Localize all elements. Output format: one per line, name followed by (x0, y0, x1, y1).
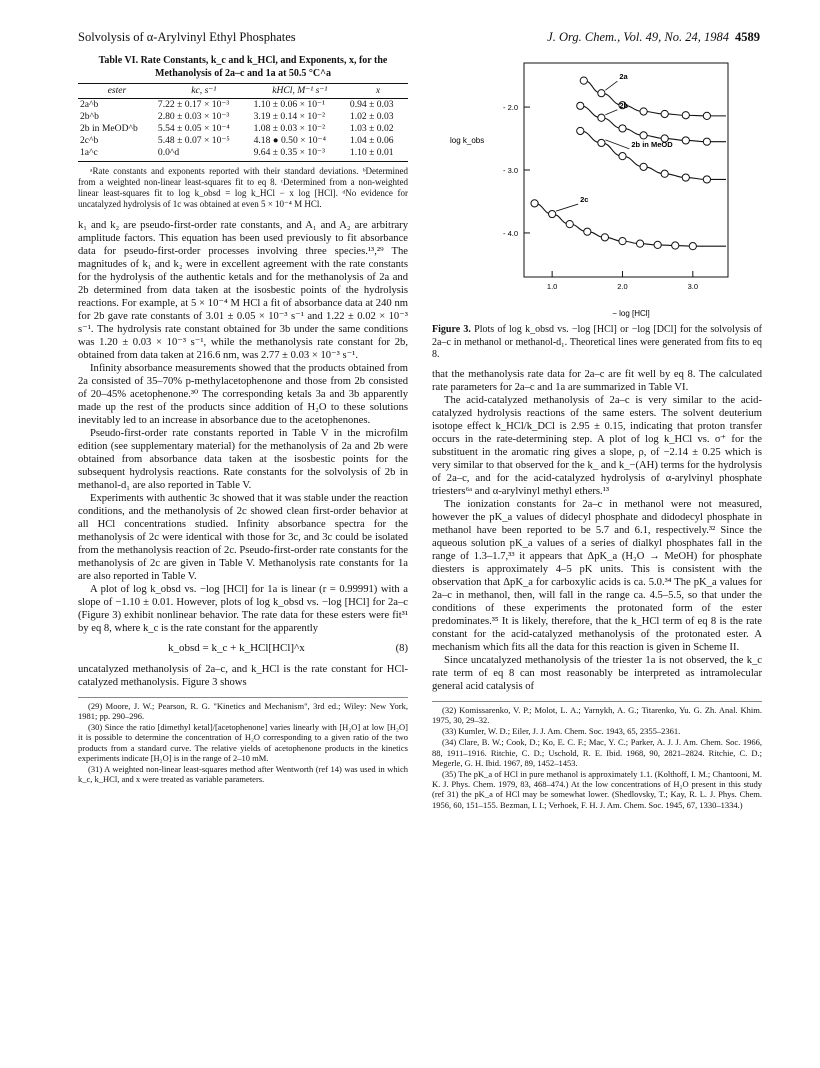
body-paragraph: Pseudo-first-order rate constants reported in Table V in the microfilm edition (see supplementary material) for the methanolysis of 2a and 2b were obtained from absorbance data taken at the isosbestic points for the subsequent hydrolysis reactions. Rate constants for the solvolysis of 2b in methanol-d₁ are also reported in Table V. (78, 427, 408, 492)
data-point (661, 110, 668, 117)
series-label: 2a (619, 72, 628, 82)
figure-caption (432, 324, 762, 362)
table-col-header: kHCl, M⁻¹ s⁻¹ (252, 84, 348, 99)
data-point (601, 234, 608, 241)
table-col-header: x (348, 84, 408, 99)
data-point (703, 112, 710, 119)
data-point (672, 242, 679, 249)
table-col-header: kc, s⁻¹ (156, 84, 252, 99)
table-title: Table VI. Rate Constants, k_c and k_HCl, and Exponents, x, for the Methanolysis of 2a–c and 1a at 50.5 °C^a (98, 55, 388, 79)
x-axis-label: − log [HCl] (612, 309, 650, 318)
body-paragraph: k₁ and k₂ are pseudo-first-order rate constants, and A₁ and A₂ are arbitrary amplitude factors. This equation has been used previously to fit absorbance data for pseudo-first-order processes involving three species.¹³,²⁹ The magnitudes of k₁ and k₂ were in excellent agreement with the rate constants for the hydrolysis of the authentic ketals and for the methanolysis of 2a and 2b determined from data taken at the isosbestic points of the hydrolysis reactions. For example, at 5 × 10⁻⁴ M HCl a fit of absorbance data at 240 nm for 2b gave rate constants of 3.01 ± 0.05 × 10⁻³ s⁻¹ and 1.22 ± 0.02 × 10⁻³ s⁻¹. The hydrolysis rate constant obtained for 3b under the same conditions was 1.20 ± 0.03 × 10⁻³ s⁻¹, while the methanolysis rate constant for 2b, obtained from data taken at 216.6 nm, was 2.77 ± 0.03 × 10⁻³ s⁻¹. (78, 219, 408, 361)
left-column (78, 55, 408, 785)
data-point (549, 210, 556, 217)
table-col-header: ester (78, 84, 156, 99)
data-point (640, 163, 647, 170)
label-arrow (605, 110, 617, 115)
body-paragraph: A plot of log k_obsd vs. −log [HCl] for 1a is linear (r = 0.99991) with a slope of −1.10 ± 0.01. However, plots of log k_obsd vs. −log [HCl] for 2a–c (Figure 3) exhibit nonlinear behavior. The rate data for these esters were fit³¹ by eq 8, where k_c is the rate constant for the apparently (78, 584, 408, 635)
table-row (78, 98, 408, 110)
table-cell-ester: 1a^c (78, 147, 156, 161)
fit-curve (580, 106, 726, 142)
data-point (580, 77, 587, 84)
table-cell-kc: 2.80 ± 0.03 × 10⁻³ (157, 110, 230, 122)
table-cell-ester: 2c^b (80, 134, 99, 146)
equation-text: k_obsd = k_c + k_HCl[HCl]^x (168, 642, 305, 655)
table-cell-ester: 2a^b (80, 98, 99, 110)
footnote: (33) Kumler, W. D.; Eiler, J. J. Am. Chem. Soc. 1943, 65, 2355–2361. (442, 726, 681, 737)
right-column (432, 55, 762, 811)
running-header (78, 30, 760, 48)
table-cell-x: 1.04 ± 0.06 (349, 134, 394, 146)
equation-8 (78, 635, 408, 663)
table-cell-kc: 5.54 ± 0.05 × 10⁻⁴ (157, 122, 230, 134)
series-label: 2b in MeOD (631, 139, 673, 149)
figure-caption-label: Figure 3. (432, 324, 471, 335)
body-paragraph: Experiments with authentic 3c showed that it was stable under the reaction conditions, and the methanolysis of 2c showed clean first-order behavior at all HCl concentrations studied. Infinity absorbance spectra for the methanolysis of 2c were identical with those for 3c, and 3c could be isolated from the methanolysis reaction of 2c. Pseudo-first-order rate constants for the methanolysis of 2c are given in Table V. Methanolysis rate constants for 1a are also reported in Table V. (78, 493, 408, 583)
fit-curve (535, 203, 726, 246)
table-cell-x: 1.02 ± 0.03 (349, 110, 394, 122)
journal-citation: J. Org. Chem., Vol. 49, No. 24, 1984 (547, 30, 729, 44)
running-header-journal (547, 30, 760, 45)
fit-curve (584, 81, 726, 116)
data-point (619, 125, 626, 132)
x-tick-label: 3.0 (687, 282, 699, 291)
series-label: 2b (619, 100, 629, 110)
table-cell-kc: 7.22 ± 0.17 × 10⁻³ (157, 98, 230, 110)
data-point (598, 114, 605, 121)
data-point (682, 174, 689, 181)
rate-constants-table (78, 83, 408, 162)
y-axis-label: log k_obs (450, 136, 485, 145)
table-footnotes: ᵃRate constants and exponents reported with their standard deviations. ᵇDetermined from a weighted non-linear least-squares fit to eq 8. ᶜDetermined from a non-weighted linear least-squares fit to log k_obsd = log k_HCl − x log [HCl]. ᵈNo evidence for uncatalyzed hydrolysis of 1c was obtained at even 5 × 10⁻⁴ M HCl. (78, 165, 408, 210)
x-tick-label: 2.0 (617, 282, 628, 291)
x-tick-label: 1.0 (546, 282, 558, 291)
body-paragraph: Infinity absorbance measurements showed that the products obtained from 2a consisted of 35–70% p-methylacetophenone and those from 2b consisted of 20–45% acetophenone.³⁰ The corresponding ketals 3a and 3b apparently made up the rest of the products since addition of H₂O to these solutions inevitably led to an increase in absorbance due to the acetophenones. (78, 362, 408, 426)
body-paragraph: The acid-catalyzed methanolysis of 2a–c is very similar to the acid-catalyzed hydrolysis reactions of the same esters. The solvent deuterium isotope effect k_HCl/k_DCl is 2.95 ± 0.15, indicating that proton transfer occurs in the rate-determining step. A plot of log k_HCl vs. σ⁺ for the substituent in the aromatic ring gives a slope, ρ, of −2.14 ± 0.25 which is very similar to that observed for the k_ and k_−(AH) terms for the hydrolysis of 2a–c, and for the acid-catalyzed hydrolysis of α-arylvinyl phosphate triesters⁶ᵃ and α-arylvinyl methyl ethers.¹³ (432, 394, 762, 497)
data-point (531, 200, 538, 207)
data-point (640, 108, 647, 115)
figure-3 (446, 55, 738, 320)
data-point (703, 138, 710, 145)
label-arrow (556, 204, 578, 211)
table-row (78, 123, 408, 135)
footnote: (32) Komissarenko, V. P.; Molot, L. A.; Yarnykh, A. G.; Titarenko, Yu. G. Zh. Anal. Khim. 1975, 30, 29–32. (432, 704, 762, 726)
label-arrow (605, 140, 629, 149)
plot-frame (524, 63, 728, 277)
footnote: (34) Clare, B. W.; Cook, D.; Ko, E. C. F.; Mac, Y. C.; Parker, A. J. J. Am. Chem. Soc. 1966, 88, 1911–1916. Ritchie, C. D.; Uschold, R. E. Ibid. 1968, 90, 2821–2824. Ritchie, C. D.; Megerle, G. H. Ibid. 1967, 89, 1452–1453. (432, 737, 762, 768)
table-cell-khcl: 4.18 ● 0.50 × 10⁻⁴ (253, 134, 326, 146)
table-cell-x: 1.10 ± 0.01 (348, 147, 408, 161)
table-cell-khcl: 9.64 ± 0.35 × 10⁻³ (252, 147, 348, 161)
table-cell-khcl: 1.10 ± 0.06 × 10⁻¹ (253, 98, 325, 110)
table-cell-khcl: 3.19 ± 0.14 × 10⁻² (253, 110, 325, 122)
data-point (661, 170, 668, 177)
y-tick-label: - 2.0 (502, 103, 518, 113)
data-point (598, 90, 605, 97)
left-footnotes (78, 697, 408, 785)
page-number: 4589 (735, 30, 760, 44)
right-footnotes (432, 701, 762, 810)
data-point (682, 112, 689, 119)
data-point (598, 139, 605, 146)
table-cell-x: 1.03 ± 0.02 (349, 122, 394, 134)
data-point (703, 176, 710, 183)
fit-curve (580, 131, 726, 179)
body-paragraph: Since uncatalyzed methanolysis of the triester 1a is not observed, the k_c rate term of eq 8 can most reasonably be interpreted as intramolecular general acid catalysis of (432, 654, 762, 692)
table-row (78, 111, 408, 123)
data-point (577, 127, 584, 134)
table-cell-ester: 2b^b (80, 110, 99, 122)
body-paragraph: that the methanolysis rate data for 2a–c are fit well by eq 8. The calculated rate parameters for 2a–c and 1a are summarized in Table VI. (432, 368, 762, 393)
equation-number: (8) (395, 643, 408, 655)
footnote: (31) A weighted non-linear least-squares method after Wentworth (ref 14) was used in which k_c, k_HCl, and x were treated as variable parameters. (78, 763, 408, 785)
footnote: (30) Since the ratio [dimethyl ketal]/[acetophenone] varies linearly with [H₂O] at low [H₂O] it is possible to determine the concentration of H₂O corresponding to a given ratio of the two products from a standard curve. The relative yields of acetophenone products in the kinetics experiments indicate [H₂O] is in the range of 2–10 mM. (78, 722, 408, 763)
table-cell-kc: 0.0^d (156, 147, 252, 161)
table-cell-khcl: 1.08 ± 0.03 × 10⁻² (253, 122, 325, 134)
footnote: (35) The pK_a of HCl in pure methanol is approximately 1.1. (Kolthoff, I. M.; Chantooni, M. K. J. Phys. Chem. 1979, 83, 468–474.) At the low concentrations of H₂O present in this study (ref 31) the pK_a of HCl may be somewhat lower. (Shedlovsky, T.; Kay, R. L. J. Phys. Chem. 1956, 60, 151–155. Bezman, I. I.; Verhoek, F. H. J. Am. Chem. Soc. 1945, 67, 1330–1334.) (432, 769, 762, 810)
data-point (584, 228, 591, 235)
data-point (654, 241, 661, 248)
body-paragraph: The ionization constants for 2a–c in methanol were not measured, however the pK_a values of didecyl phosphate and didodecyl phosphate in methanol have been reported to be 5.7 and 6.1, respectively.³² Since the aqueous solution pK_a values of a series of dialkyl phosphates fall in the range of 1.3–1.7,³³ it appears that ΔpK_a (H₂O → MeOH) for phosphate diesters is approximately 4–5 pK units. This is consistent with the observation that ΔpK_a for carboxylic acids is ca. 5.0.³⁴ The pK_a values for 2a–c in methanol, then, will fall in the range ca. 4.5–5.5, so that under the conditions of these experiments the protonated form of the ester predominates.³⁵ It is likely, therefore, that the k_HCl term of eq 8 is the rate constant for the acid-catalyzed methanolysis of the protonated ester. A mechanism which fits all the data for this reaction is given in Scheme II. (432, 498, 762, 653)
body-paragraph: uncatalyzed methanolysis of 2a–c, and k_HCl is the rate constant for HCl-catalyzed methanolysis. Figure 3 shows (78, 663, 408, 688)
data-point (577, 102, 584, 109)
table-header-row (78, 84, 408, 99)
data-point (619, 153, 626, 160)
data-point (682, 137, 689, 144)
label-arrow (605, 81, 617, 90)
series-label: 2c (580, 195, 589, 205)
footnote: (29) Moore, J. W.; Pearson, R. G. "Kinetics and Mechanism", 3rd ed.; Wiley: New York, 1981; pp. 290–296. (78, 700, 408, 721)
y-tick-label: - 4.0 (502, 228, 518, 238)
data-point (689, 243, 696, 250)
table-row (78, 147, 408, 161)
table-cell-kc: 5.48 ± 0.07 × 10⁻⁵ (157, 134, 230, 146)
table-cell-ester: 2b in MeOD^b (80, 122, 138, 134)
running-header-title: Solvolysis of α-Arylvinyl Ethyl Phosphates (78, 30, 296, 44)
data-point (640, 132, 647, 139)
y-tick-label: - 3.0 (502, 166, 518, 175)
table-row (78, 135, 408, 147)
figure-caption-text: Plots of log k_obsd vs. −log [HCl] or −log [DCl] for the solvolysis of 2a–c in methanol or methanol-d₁. Theoretical lines were generated from fits to eq 8. (432, 324, 762, 360)
data-point (619, 238, 626, 245)
figure-3-plot (446, 55, 738, 320)
table-cell-x: 0.94 ± 0.03 (349, 98, 394, 110)
data-point (566, 221, 573, 228)
data-point (636, 240, 643, 247)
